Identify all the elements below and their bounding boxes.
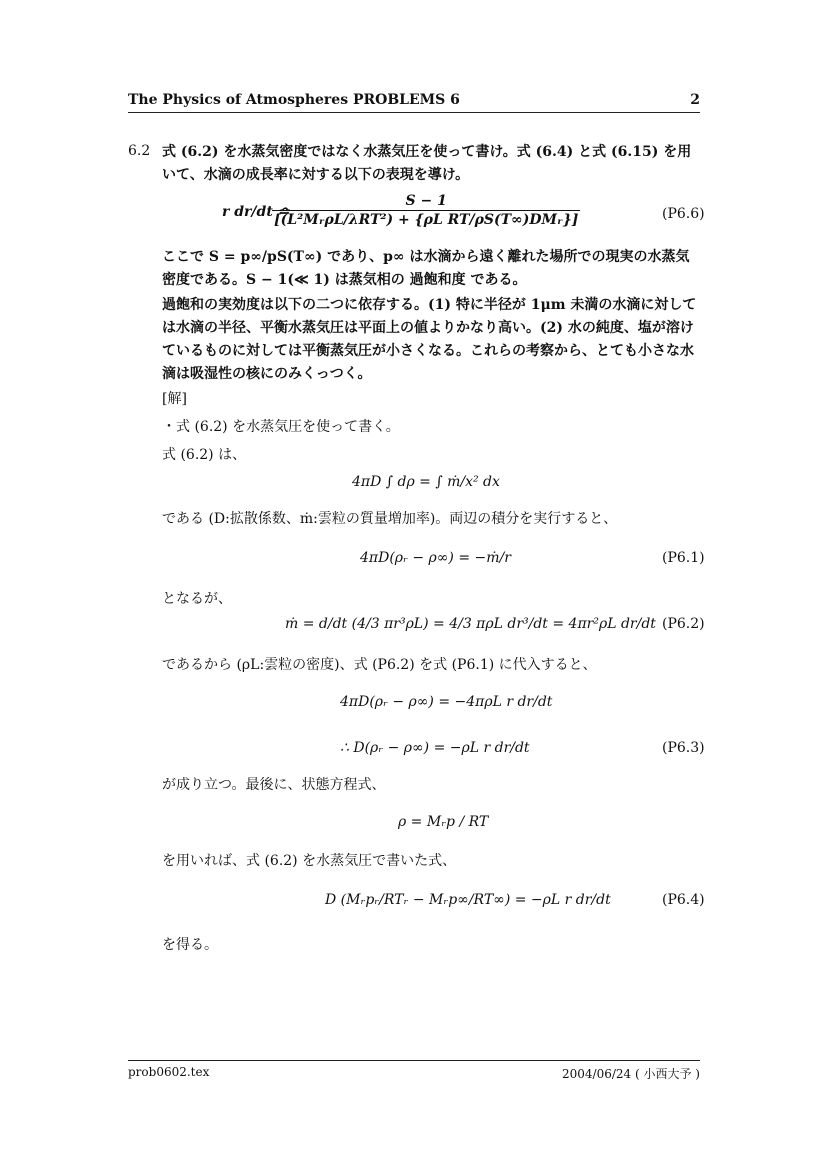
equation-p62 — [0, 604, 826, 654]
p66-numerator: S − 1 — [405, 193, 447, 209]
p62-eq: ṁ = d/dt (4/3 πr³ρL) = 4/3 πρL dr³/dt = 4πr²ρL dr/dt — [285, 616, 656, 632]
equation-integral — [0, 462, 826, 512]
p64-tag: (P6.4) — [662, 892, 705, 908]
solution-step8: を得る。 — [162, 937, 218, 953]
p66-denominator: [(L²MᵣρL/λRT²) + {ρL RT/ρS(T∞)DMᵣ}] — [274, 212, 579, 228]
equation-mid — [0, 686, 826, 736]
problem-para1: ここで S = p∞/pS(T∞) であり、p∞ は水滴から遠く離れた場所での現実の水蒸気密度である。S − 1(≪ 1) は蒸気相の 過飽和度 である。 — [162, 249, 690, 288]
p63-eq: ∴ D(ρᵣ − ρ∞) = −ρL r dr/dt — [340, 740, 530, 756]
equation-p61 — [0, 538, 826, 588]
solution-step6: が成り立つ。最後に、状態方程式、 — [162, 777, 386, 793]
state-eq: ρ = Mᵣp / RT — [398, 814, 489, 830]
p63-tag: (P6.3) — [662, 740, 705, 756]
problem-number: 6.2 — [128, 143, 151, 159]
solution-step2: 式 (6.2) は、 — [162, 447, 247, 463]
footer-file: prob0602.tex — [128, 1065, 210, 1079]
p66-tag: (P6.6) — [662, 206, 705, 222]
solution-label: [解] — [162, 391, 187, 407]
page-number: 2 — [690, 92, 700, 108]
solution-step5: であるから (ρL:雲粒の密度)、式 (P6.2) を式 (P6.1) に代入すると、 — [162, 657, 597, 673]
solution-step3: である (D:拡散係数、ṁ:雲粒の質量増加率)。両辺の積分を実行すると、 — [162, 511, 618, 527]
problem-statement: 式 (6.2) を水蒸気密度ではなく水蒸気圧を使って書け。式 (6.4) と式 (6.15) を用いて、水滴の成長率に対する以下の表現を導け。 — [162, 144, 692, 183]
equation-state — [0, 802, 826, 852]
solution-step1: ・式 (6.2) を水蒸気圧を使って書く。 — [162, 419, 400, 435]
solution-step7: を用いれば、式 (6.2) を水蒸気圧で書いた式、 — [162, 853, 457, 869]
p61-eq: 4πD(ρᵣ − ρ∞) = −ṁ/r — [360, 550, 511, 566]
equation-p66 — [0, 192, 826, 242]
p66-lhs: r dr/dt ≏ — [222, 204, 290, 220]
page-header — [128, 90, 700, 113]
integral-eq: 4πD ∫ dρ = ∫ ṁ/x² dx — [352, 474, 500, 490]
equation-p64 — [0, 880, 826, 930]
footer-date: 2004/06/24 ( 小西大予 ) — [562, 1067, 700, 1081]
p61-tag: (P6.1) — [662, 550, 705, 566]
page-footer — [128, 1060, 700, 1081]
header-title: The Physics of Atmospheres PROBLEMS 6 — [128, 92, 460, 108]
p64-eq: D (Mᵣpᵣ/RTᵣ − Mᵣp∞/RT∞) = −ρL r dr/dt — [325, 892, 611, 908]
problem-para2: 過飽和の実効度は以下の二つに依存する。(1) 特に半径が 1μm 未満の水滴に対しては水滴の半径、平衡水蒸気圧は平面上の値よりかなり高い。(2) 水の純度、塩が溶けているものに対しては平衡蒸気圧が小さくなる。これらの考察から、とても小さな水滴は吸湿性の核にのみくっつく。 — [162, 297, 697, 382]
mid-eq: 4πD(ρᵣ − ρ∞) = −4πρL r dr/dt — [340, 694, 553, 710]
p62-tag: (P6.2) — [662, 616, 705, 632]
p66-fraction — [272, 192, 580, 229]
solution-step4: となるが、 — [162, 591, 232, 607]
